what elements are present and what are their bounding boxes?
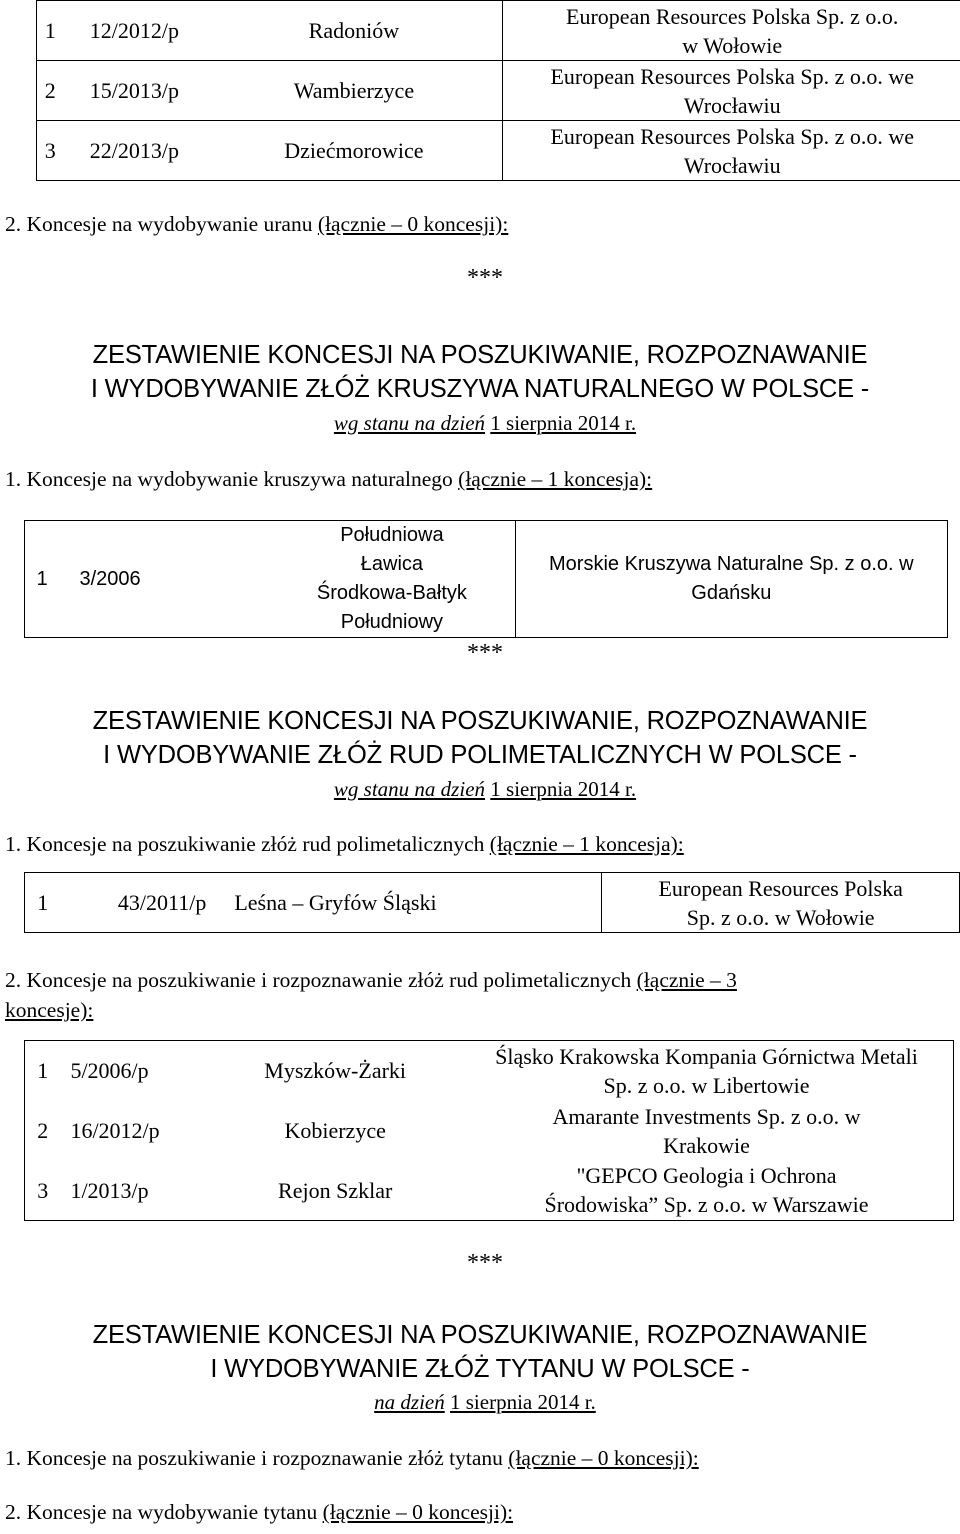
table-row — [37, 121, 960, 181]
uranium-concessions-table — [36, 0, 960, 181]
row-number: 1 — [37, 1058, 49, 1084]
location: Południowa Ławica Środkowa-Bałtyk Południowy — [269, 521, 515, 638]
concession-id: 15/2013/p — [63, 61, 205, 121]
subtitle-date: 1 sierpnia 2014 r. — [450, 1390, 596, 1414]
polymetal-section-1 — [5, 832, 684, 857]
location: Leśna – Gryfów Śląski — [210, 873, 601, 933]
concession-id: 3/2006 — [59, 521, 269, 638]
polymetal-section-2 — [5, 965, 737, 1025]
concession-id: 16/2012/p — [70, 1118, 160, 1143]
titanium-section-2 — [5, 1500, 513, 1525]
table-row — [25, 1161, 954, 1221]
table-row — [37, 61, 960, 121]
company: Morskie Kruszywa Naturalne Sp. z o.o. w Gdańsku — [515, 521, 947, 638]
section-count: (łącznie – 0 koncesji): — [508, 1446, 699, 1470]
row-number: 1 — [25, 873, 61, 933]
section-count: (łącznie – 3 — [636, 968, 737, 992]
subtitle-date: 1 sierpnia 2014 r. — [490, 411, 637, 435]
polymetal-recognition-table — [24, 1040, 954, 1221]
polymetal-title-line-1: ZESTAWIENIE KONCESJI NA POSZUKIWANIE, ROZPOZNAWANIE — [92, 707, 868, 735]
row-number: 1 — [37, 1, 64, 61]
location: Rejon Szklar — [278, 1177, 393, 1203]
section-label: 2. Koncesje na poszukiwanie i rozpoznawanie złóż rud polimetalicznych — [5, 968, 637, 992]
concession-id: 5/2006/p — [70, 1058, 149, 1084]
titanium-title-line-1: ZESTAWIENIE KONCESJI NA POSZUKIWANIE, ROZPOZNAWANIE — [92, 1321, 868, 1349]
separator-stars: *** — [467, 640, 503, 666]
section-count-cont: koncesje): — [5, 998, 94, 1022]
section-count: (łącznie – 0 koncesji): — [317, 212, 509, 236]
row-number: 2 — [37, 1118, 49, 1143]
concession-id: 12/2012/p — [63, 1, 205, 61]
separator-stars: *** — [467, 1250, 503, 1276]
table-row — [25, 873, 960, 933]
location: Myszków-Żarki — [264, 1058, 407, 1084]
section-label: 2. Koncesje na wydobywanie tytanu — [5, 1500, 323, 1524]
concession-id: 1/2013/p — [70, 1177, 149, 1203]
separator-stars: *** — [467, 265, 503, 291]
section-label: 2. Koncesje na wydobywanie uranu — [5, 212, 318, 236]
subtitle-label: wg stanu na dzień — [333, 411, 486, 435]
company: European Resources Polska Sp. z o.o. we Wrocławiu — [503, 121, 960, 181]
section-label: 1. Koncesje na poszukiwanie i rozpoznawanie złóż tytanu — [5, 1446, 509, 1470]
section-label: 1. Koncesje na poszukiwanie złóż rud polimetalicznych — [5, 832, 490, 856]
subtitle-label: wg stanu na dzień — [333, 777, 486, 801]
subtitle-date: 1 sierpnia 2014 r. — [490, 777, 637, 801]
aggregate-subtitle — [0, 411, 960, 436]
location: Dziećmorowice — [205, 121, 503, 181]
titanium-title-line-2: I WYDOBYWANIE ZŁÓŻ TYTANU W POLSCE - — [210, 1355, 750, 1383]
company: Śląsko Krakowska Kompania Górnictwa Metali Sp. z o.o. w Libertowie — [495, 1043, 918, 1098]
polymetal-title-line-2: I WYDOBYWANIE ZŁÓŻ RUD POLIMETALICZNYCH W POLSCE - — [103, 741, 857, 769]
polymetal-exploration-table — [24, 872, 960, 933]
uranium-section-2 — [5, 212, 508, 237]
row-number: 3 — [37, 121, 64, 181]
row-number: 1 — [25, 521, 60, 638]
table-row — [37, 1, 960, 61]
concession-id: 22/2013/p — [63, 121, 205, 181]
table-row — [25, 521, 948, 638]
titanium-subtitle — [0, 1390, 960, 1415]
row-number: 2 — [37, 61, 64, 121]
aggregate-title-line-1: ZESTAWIENIE KONCESJI NA POSZUKIWANIE, ROZPOZNAWANIE — [92, 341, 868, 369]
location: Kobierzyce — [284, 1118, 386, 1143]
company: Amarante Investments Sp. z o.o. w Krakowie — [552, 1103, 861, 1158]
concession-id: 43/2011/p — [60, 873, 210, 933]
table-row — [25, 1041, 954, 1101]
company: European Resources Polska Sp. z o.o. w Wołowie — [503, 1, 960, 61]
section-count: (łącznie – 1 koncesja): — [489, 832, 684, 856]
table-row — [25, 1101, 954, 1161]
subtitle-label: na dzień — [374, 1390, 445, 1414]
section-count: (łącznie – 1 koncesja): — [458, 467, 653, 491]
aggregate-title-line-2: I WYDOBYWANIE ZŁÓŻ KRUSZYWA NATURALNEGO W POLSCE - — [90, 375, 870, 403]
section-label: 1. Koncesje na wydobywanie kruszywa naturalnego — [5, 467, 459, 491]
company: European Resources Polska Sp. z o.o. we Wrocławiu — [503, 61, 960, 121]
titanium-section-1 — [5, 1446, 699, 1471]
polymetal-subtitle — [0, 777, 960, 802]
company: European Resources Polska Sp. z o.o. w Wołowie — [602, 873, 960, 933]
location: Radoniów — [205, 1, 503, 61]
aggregate-section-1 — [5, 467, 652, 492]
location: Wambierzyce — [205, 61, 503, 121]
section-count: (łącznie – 0 koncesji): — [322, 1500, 514, 1524]
aggregate-concessions-table — [24, 520, 948, 638]
row-number: 3 — [37, 1177, 49, 1203]
company: "GEPCO Geologia i Ochrona Środowiska” Sp. z o.o. w Warszawie — [544, 1163, 869, 1218]
